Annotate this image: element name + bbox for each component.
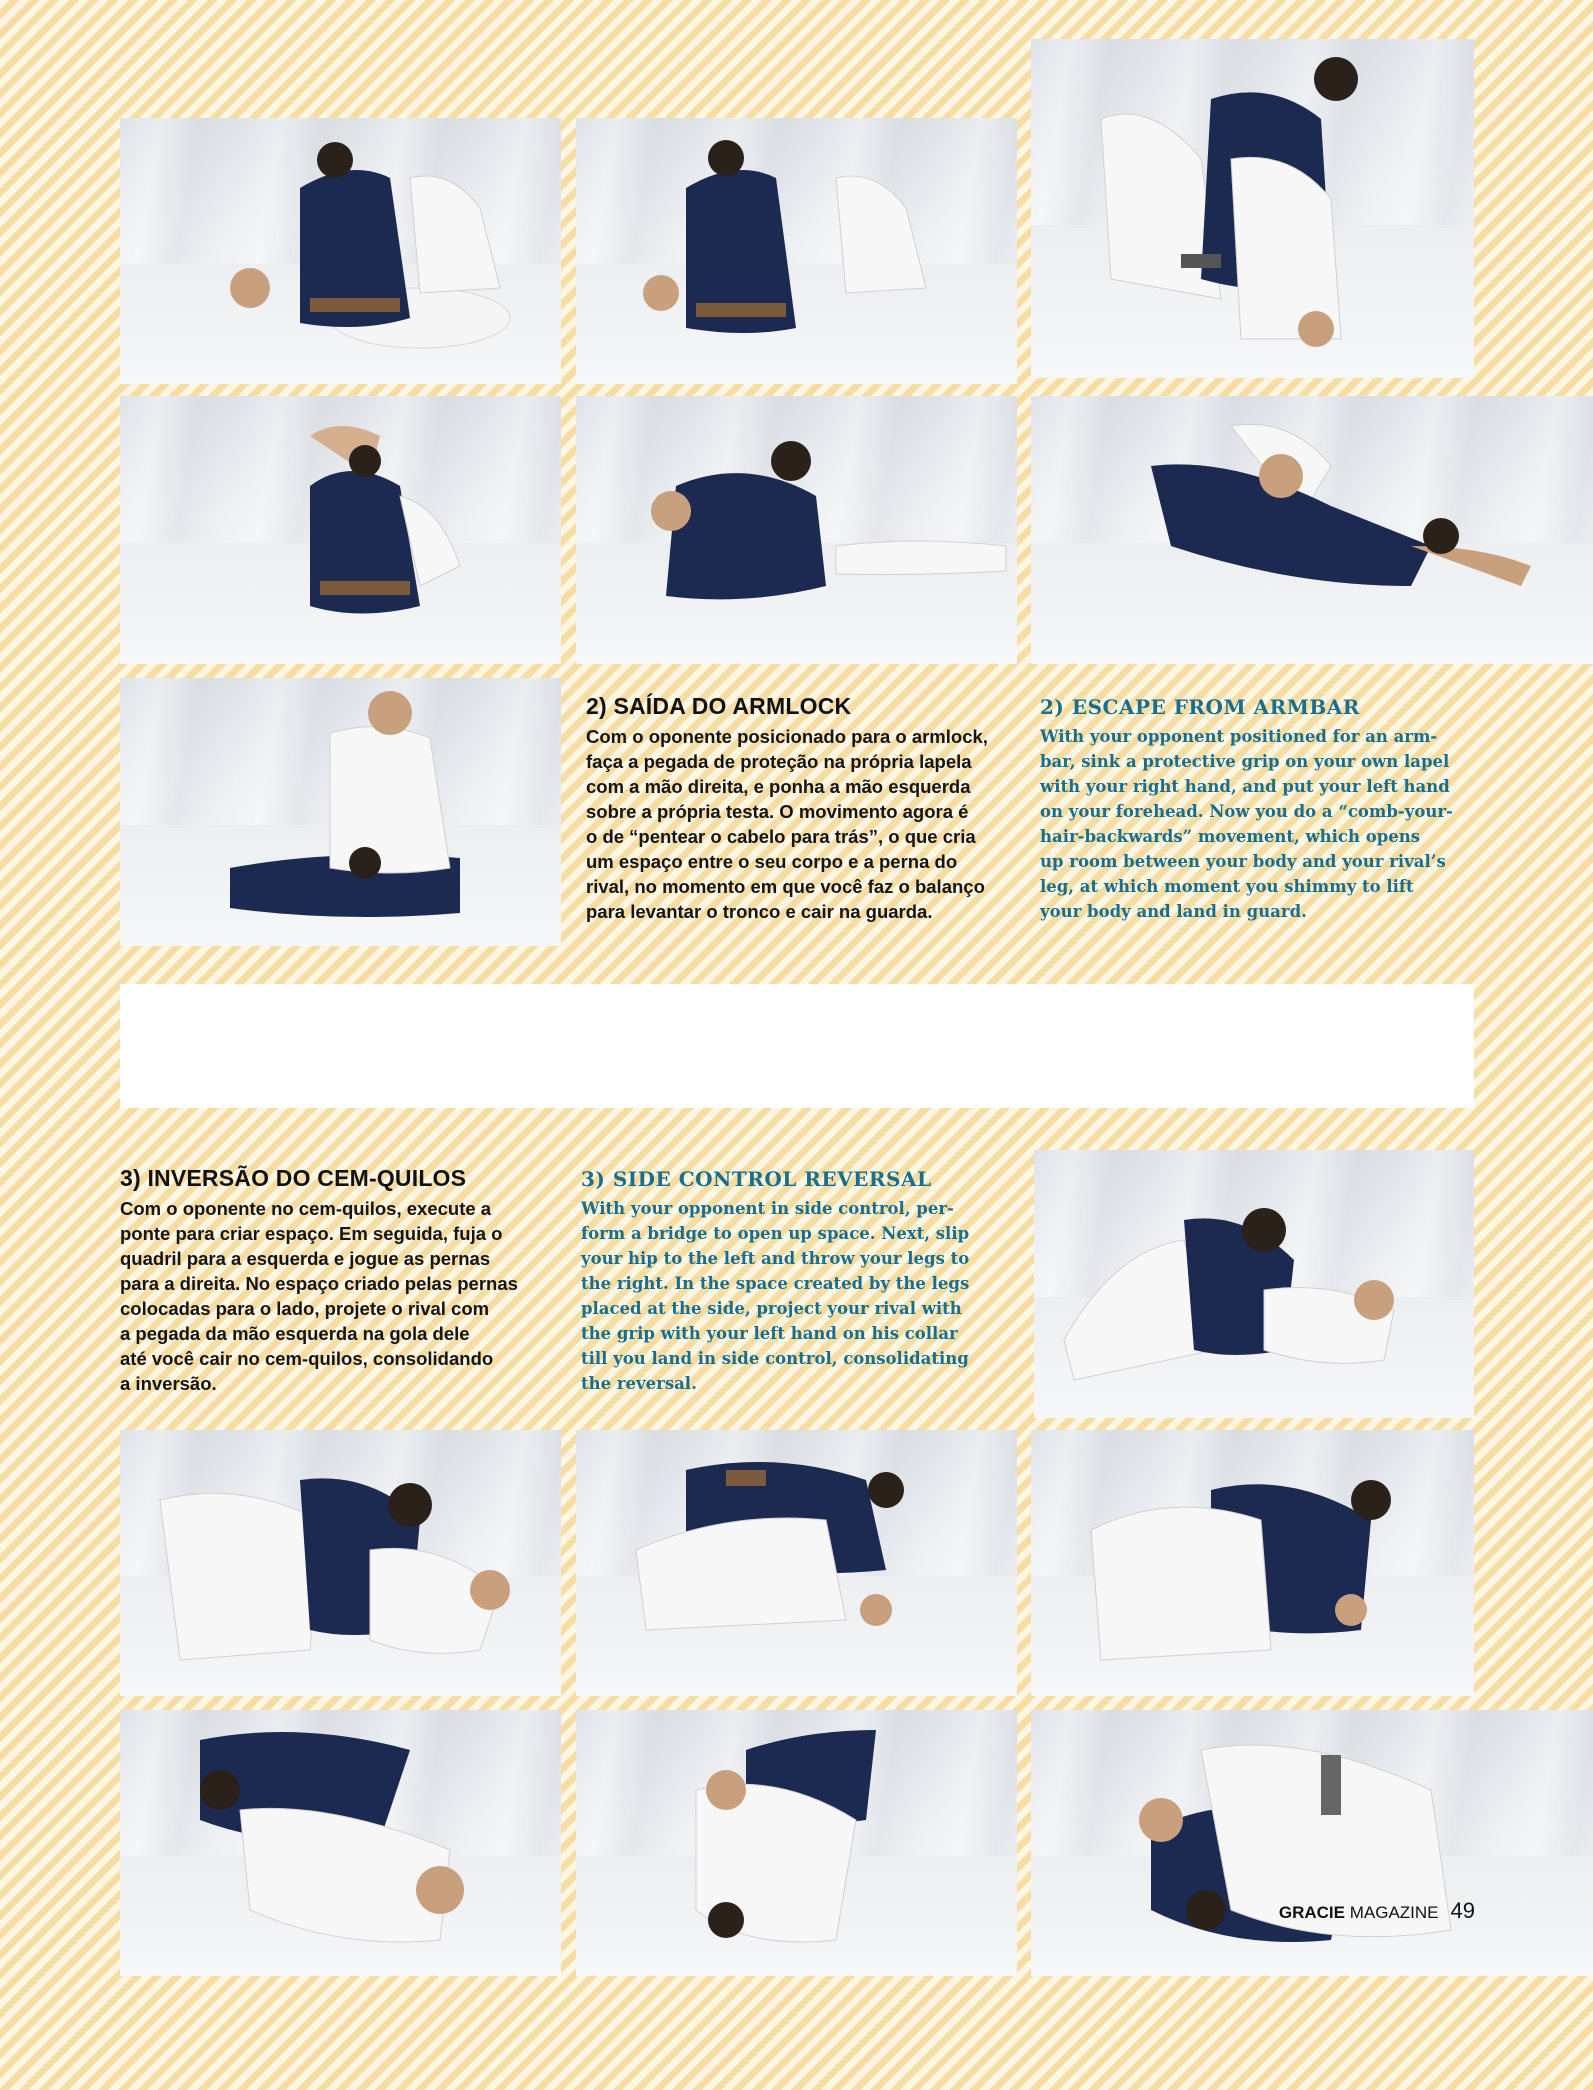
armbar-pt-text xyxy=(586,693,1011,924)
text-line: your body and land in guard. xyxy=(1040,902,1307,921)
text-line: on your forehead. Now you do a “comb-your- xyxy=(1040,802,1453,821)
sidecontrol-en-text xyxy=(581,1167,1006,1396)
photo-sidecontrol-step-1 xyxy=(1034,1150,1474,1418)
text-line: leg, at which moment you shimmy to lift xyxy=(1040,877,1414,896)
text-line: até você cair no cem-quilos, consolidando xyxy=(120,1348,494,1369)
photo-armbar-step-5 xyxy=(576,396,1017,664)
text-line: para levantar o tronco e cair na guarda. xyxy=(586,901,933,922)
white-divider-band xyxy=(120,984,1474,1108)
photo-armbar-step-7 xyxy=(120,678,561,946)
sidecontrol-pt-body xyxy=(120,1196,545,1396)
photo-armbar-step-4 xyxy=(120,396,561,664)
text-line: placed at the side, project your rival with xyxy=(581,1299,962,1318)
photo-armbar-step-1 xyxy=(120,118,561,384)
text-line: your hip to the left and throw your legs to xyxy=(581,1249,970,1268)
text-line: rival, no momento em que você faz o balanço xyxy=(586,876,985,897)
page-number: 49 xyxy=(1450,1898,1475,1923)
photo-armbar-step-6 xyxy=(1031,396,1593,664)
armbar-pt-body xyxy=(586,724,1011,924)
text-line: ponte para criar espaço. Em seguida, fuja o xyxy=(120,1223,503,1244)
photo-armbar-step-2 xyxy=(576,118,1017,384)
text-line: o de “pentear o cabelo para trás”, o que cria xyxy=(586,826,976,847)
text-line: the reversal. xyxy=(581,1374,697,1393)
text-line: a pegada da mão esquerda na gola dele xyxy=(120,1323,470,1344)
armbar-pt-title: 2) SAÍDA DO ARMLOCK xyxy=(586,693,852,719)
text-line: bar, sink a protective grip on your own lapel xyxy=(1040,752,1450,771)
text-line: till you land in side control, consolidating xyxy=(581,1349,969,1368)
text-line: faça a pegada de proteção na própria lapela xyxy=(586,751,972,772)
photo-sidecontrol-step-2 xyxy=(120,1430,561,1696)
text-line: a inversão. xyxy=(120,1373,217,1394)
text-line: the grip with your left hand on his collar xyxy=(581,1324,958,1343)
armbar-en-text xyxy=(1040,695,1474,924)
armbar-en-title: 2) ESCAPE FROM ARMBAR xyxy=(1040,695,1360,719)
photo-sidecontrol-step-6 xyxy=(576,1710,1017,1976)
text-line: hair-backwards” movement, which opens xyxy=(1040,827,1421,846)
text-line: the right. In the space created by the legs xyxy=(581,1274,970,1293)
text-line: with your right hand, and put your left hand xyxy=(1040,777,1450,796)
photo-sidecontrol-step-4 xyxy=(1031,1430,1474,1696)
text-line: With your opponent in side control, per- xyxy=(581,1199,954,1218)
photo-sidecontrol-step-5 xyxy=(120,1710,561,1976)
text-line: With your opponent positioned for an arm- xyxy=(1040,727,1438,746)
sidecontrol-pt-title: 3) INVERSÃO DO CEM-QUILOS xyxy=(120,1165,467,1191)
text-line: Com o oponente posicionado para o armlock, xyxy=(586,726,988,747)
text-line: com a mão direita, e ponha a mão esquerda xyxy=(586,776,971,797)
sidecontrol-en-body xyxy=(581,1196,1006,1396)
sidecontrol-en-title: 3) SIDE CONTROL REVERSAL xyxy=(581,1167,932,1191)
magazine-name xyxy=(1279,1903,1439,1923)
text-line: sobre a própria testa. O movimento agora é xyxy=(586,801,969,822)
armbar-en-body xyxy=(1040,724,1474,924)
text-line: form a bridge to open up space. Next, slip xyxy=(581,1224,970,1243)
text-line: Com o oponente no cem-quilos, execute a xyxy=(120,1198,492,1219)
magazine-name-bold: GRACIE xyxy=(1278,1903,1345,1922)
photo-sidecontrol-step-7 xyxy=(1031,1710,1593,1976)
text-line: colocadas para o lado, projete o rival com xyxy=(120,1298,490,1319)
text-line: um espaço entre o seu corpo e a perna do xyxy=(586,851,958,872)
text-line: quadril para a esquerda e jogue as pernas xyxy=(120,1248,491,1269)
sidecontrol-pt-text xyxy=(120,1165,545,1396)
photo-armbar-step-3 xyxy=(1031,39,1474,378)
text-line: para a direita. No espaço criado pelas pernas xyxy=(120,1273,518,1294)
text-line: up room between your body and your rival’s xyxy=(1040,852,1446,871)
photo-sidecontrol-step-3 xyxy=(576,1430,1017,1696)
page-footer xyxy=(1279,1898,1475,1924)
magazine-name-rest: MAGAZINE xyxy=(1349,1903,1439,1922)
